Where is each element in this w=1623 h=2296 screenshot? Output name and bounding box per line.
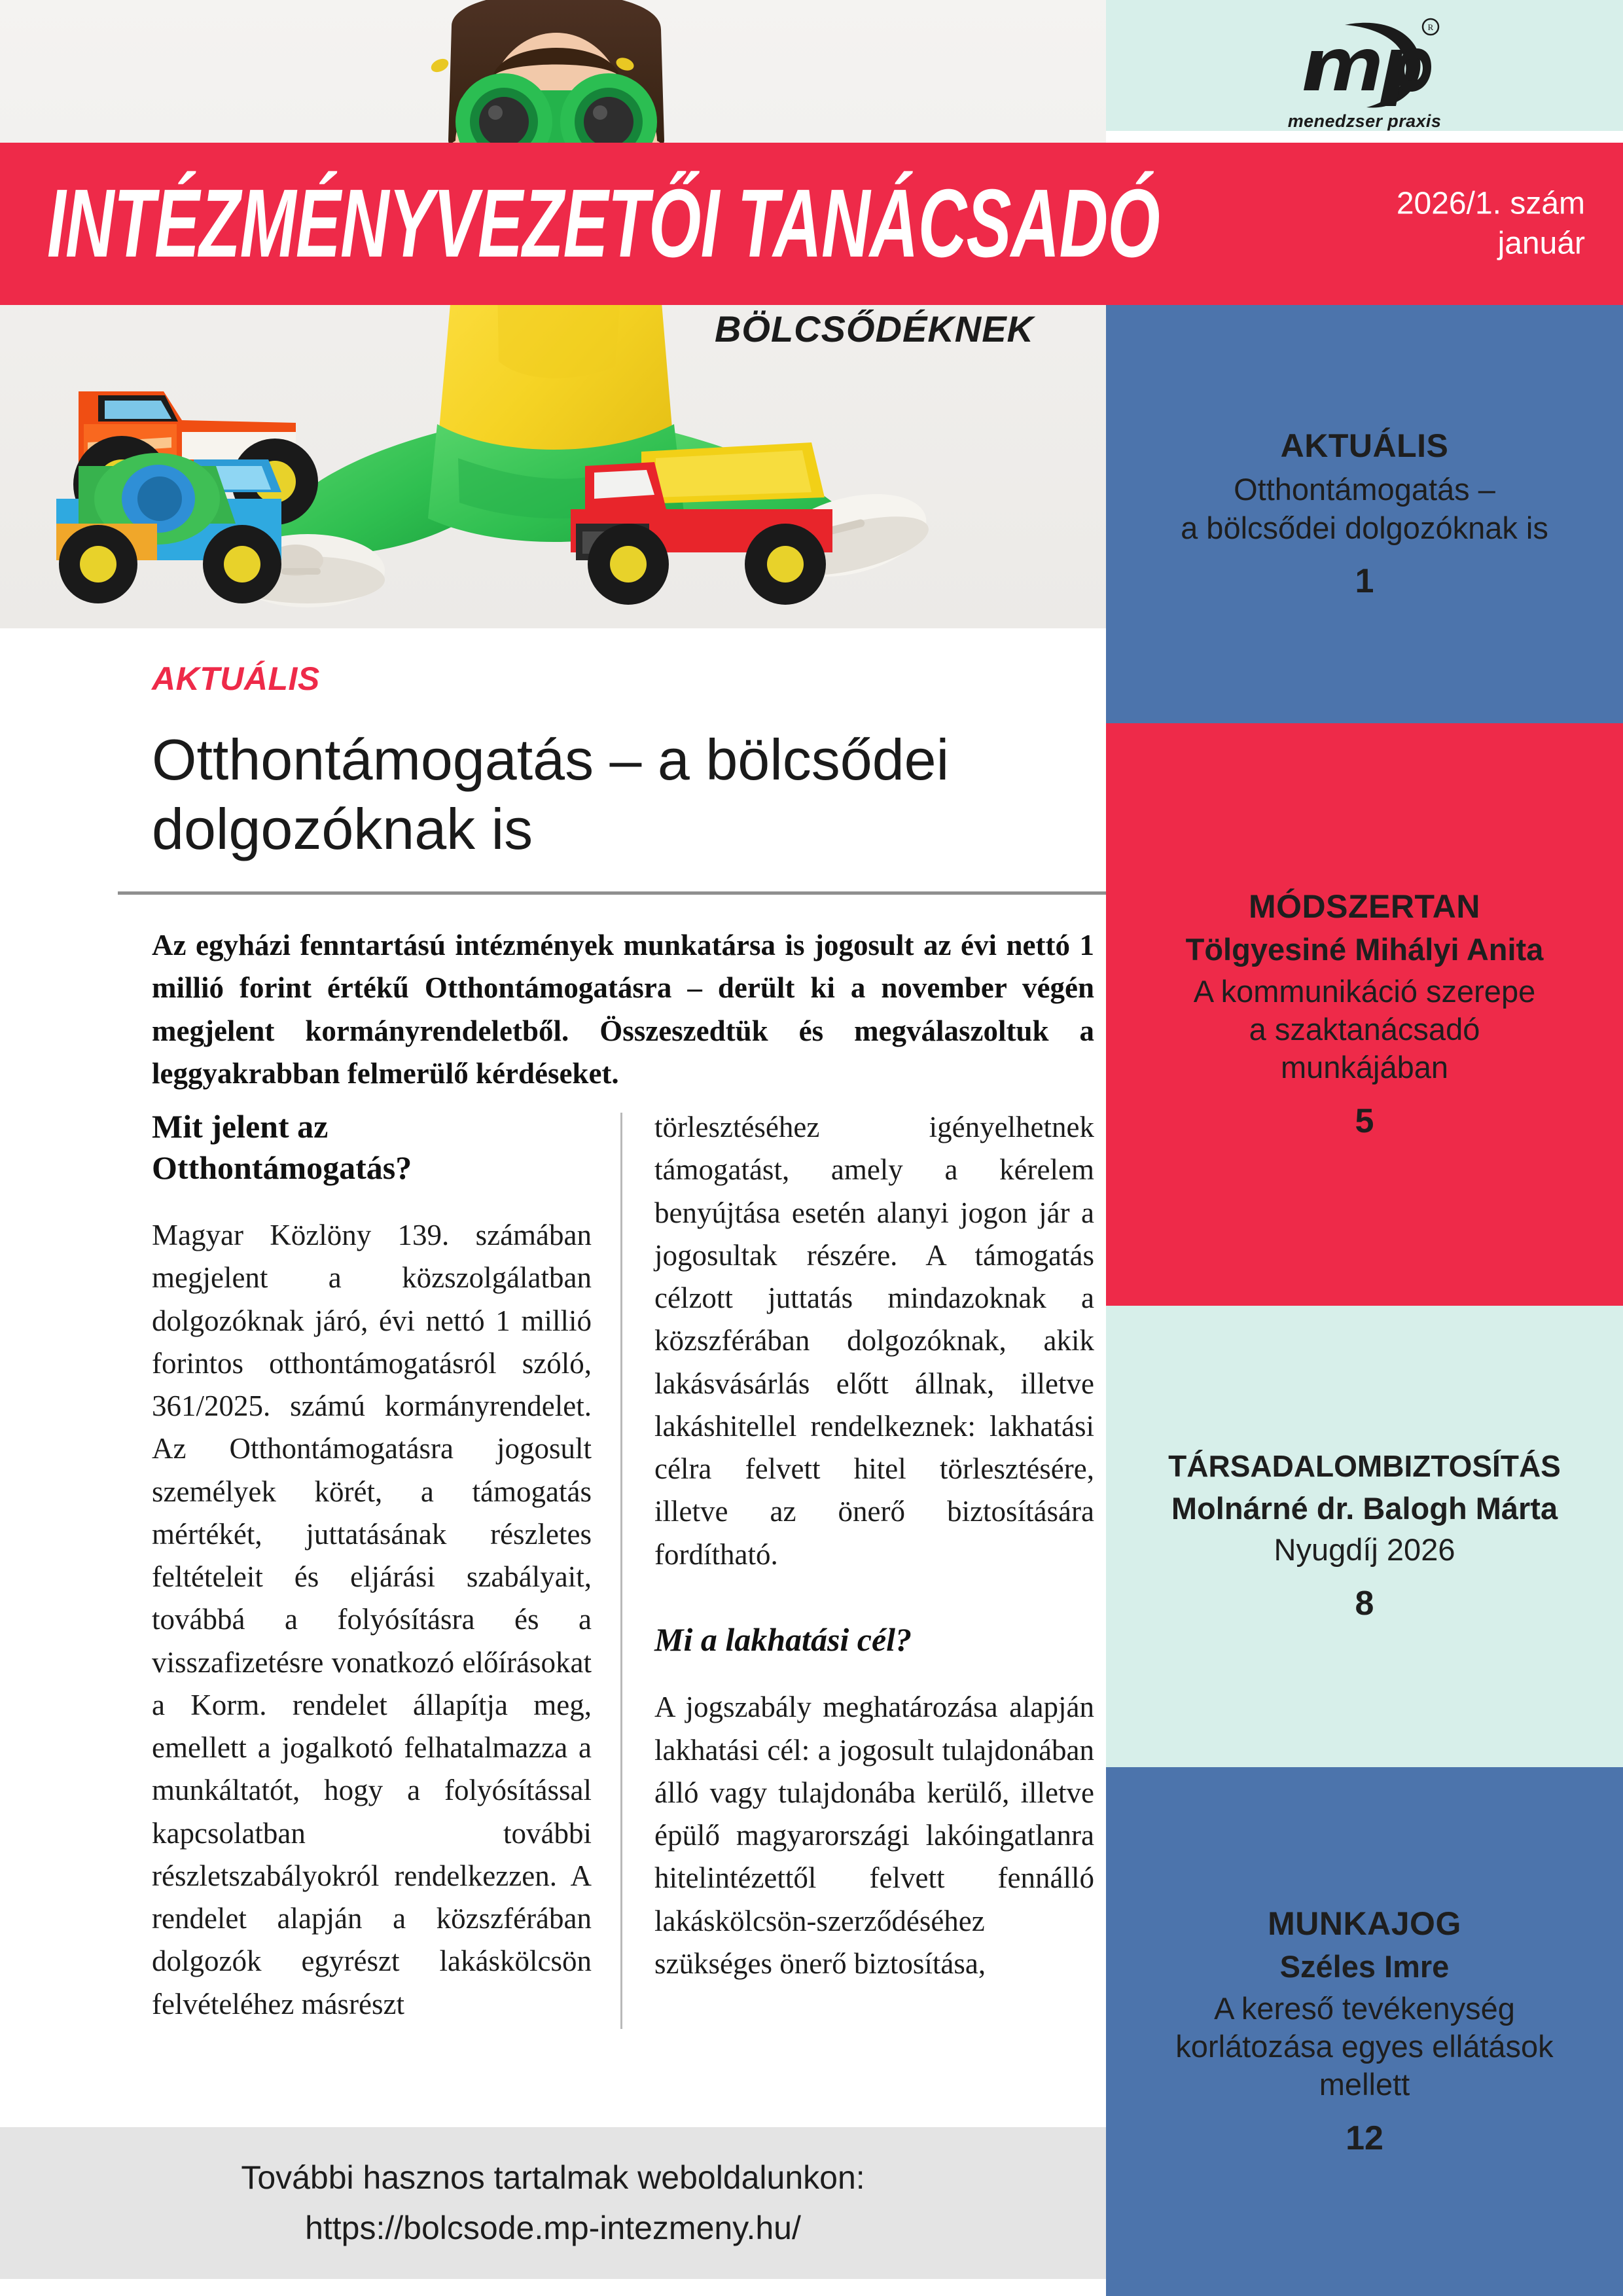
- toc-item-modszertan[interactable]: [1106, 723, 1623, 1306]
- article-headline: Otthontámogatás – a bölcsődei dolgozóknak is: [152, 727, 950, 861]
- article-lead: Az egyházi fenntartású intézmények munkatársa is jogosult az évi nettó 1 millió forint értékű Otthontámogatásra – derült ki a november végén megjelent kormányrendeletből. Összeszedtük és megválaszoltuk a leggyakrabban felmerülő kérdéseket.: [152, 929, 1094, 1090]
- toc-title-line1: Nyugdíj 2026: [1274, 1532, 1455, 1568]
- column-divider: [620, 1113, 622, 2029]
- toc-title-line1: A kereső tevékenység: [1214, 1990, 1515, 2026]
- toc-category-label: MÓDSZERTAN: [1248, 888, 1481, 925]
- lead-article: [0, 628, 1106, 2127]
- issue-number: 2026/1. szám: [1396, 186, 1585, 221]
- right-subheading: Mi a lakhatási cél?: [654, 1621, 912, 1658]
- logo-wordmark: menedzser praxis: [1287, 111, 1442, 131]
- article-body-columns: [152, 1106, 1094, 2055]
- toc-title-line2: a szaktanácsadó: [1249, 1012, 1480, 1047]
- article-column-right: [654, 1106, 1094, 2055]
- contents-sidebar: [1106, 0, 1623, 2296]
- toc-author: Molnárné dr. Balogh Márta: [1171, 1490, 1558, 1526]
- toc-category-label: AKTUÁLIS: [1280, 427, 1449, 465]
- toc-title-line3: munkájában: [1280, 1050, 1449, 1085]
- svg-text:R: R: [1427, 22, 1434, 32]
- left-paragraph: Magyar Közlöny 139. számában megjelent a közszolgálatban dolgozóknak járó, évi nettó 1 millió forintos otthontámogatásról szóló, 361/2025. számú kormányrendelet. Az Otthontámogatásra jogosult személyek körét, a támogatás mértékét, juttatásának részletes feltételeit és eljárási szabályait, továbbá a folyósításra és a visszafizetésre vonatkozó előírásokat a Korm. rendelet állapítja meg, emellett a jogalkotó felhatalmazza a munkáltatót, hogy a folyósítással kapcsolatban további részletszabályokról rendelkezzen. A rendelet alapján a közszférában dolgozók egyrészt lakáskölcsön felvételéhez másrészt: [152, 1219, 592, 2020]
- audience-label: BÖLCSŐDÉKNEK: [714, 308, 1034, 350]
- toc-page-number: 8: [1355, 1584, 1374, 1623]
- issue-month: január: [1497, 226, 1585, 261]
- toc-title-line3: mellett: [1319, 2067, 1410, 2102]
- headline-divider: [118, 891, 1113, 895]
- masthead-band: [0, 143, 1623, 305]
- toc-page-number: 5: [1355, 1102, 1374, 1140]
- toc-title-line2: korlátozása egyes ellátások: [1175, 2029, 1554, 2064]
- toc-page-number: 12: [1346, 2119, 1383, 2157]
- toc-page-number: 1: [1355, 562, 1374, 600]
- mp-logo-icon: [1283, 10, 1446, 110]
- toc-item-tarsadalombiztositas[interactable]: [1106, 1306, 1623, 1767]
- toc-item-aktualis[interactable]: [1106, 305, 1623, 723]
- toc-category-label: TÁRSADALOMBIZTOSÍTÁS: [1168, 1449, 1561, 1484]
- article-column-left: [152, 1106, 592, 2055]
- toc-title-line2: a bölcsődei dolgozóknak is: [1181, 510, 1548, 545]
- toc-title-line1: A kommunikáció szerepe: [1193, 973, 1536, 1009]
- right-paragraph-top: törlesztéséhez igényelhetnek támogatást, amely a kérelem benyújtása esetén alanyi jogon jár a jogosultak részére. A támogatás célzott juttatás mindazoknak a közszférában dolgozóknak, akik lakásvásárlás előtt állnak, illetve lakáshitellel rendelkeznek: lakhatási célra felvett hitel törlesztésére, illetve az önerő biztosítására fordítható.: [654, 1111, 1094, 1571]
- publication-title: INTÉZMÉNYVEZETŐI TANÁCSADÓ: [47, 170, 1160, 278]
- left-subheading: Mit jelent az Otthontámogatás?: [152, 1108, 412, 1186]
- footer-website-url[interactable]: https://bolcsode.mp-intezmeny.hu/: [305, 2210, 801, 2246]
- toc-author: Széles Imre: [1279, 1949, 1450, 1984]
- article-kicker: AKTUÁLIS: [152, 660, 320, 697]
- page-footer: [0, 2127, 1106, 2279]
- toc-category-label: MUNKAJOG: [1268, 1905, 1461, 1943]
- footer-promo-text: További hasznos tartalmak weboldalunkon:: [241, 2159, 865, 2196]
- toc-author: Tölgyesiné Mihályi Anita: [1185, 932, 1544, 967]
- toc-item-munkajog[interactable]: [1106, 1767, 1623, 2296]
- issue-info: [1397, 184, 1585, 264]
- right-paragraph-bottom: A jogszabály meghatározása alapján lakhatási cél: a jogosult tulajdonában álló vagy tulajdonába kerülő, illetve épülő magyarországi lakóingatlanra hitelintézettől felvett fennálló lakáskölcsön-szerződéséhez szükséges önerő biztosítása,: [654, 1691, 1094, 1980]
- brand-logo: [1283, 10, 1446, 135]
- toc-title-line1: Otthontámogatás –: [1234, 472, 1495, 507]
